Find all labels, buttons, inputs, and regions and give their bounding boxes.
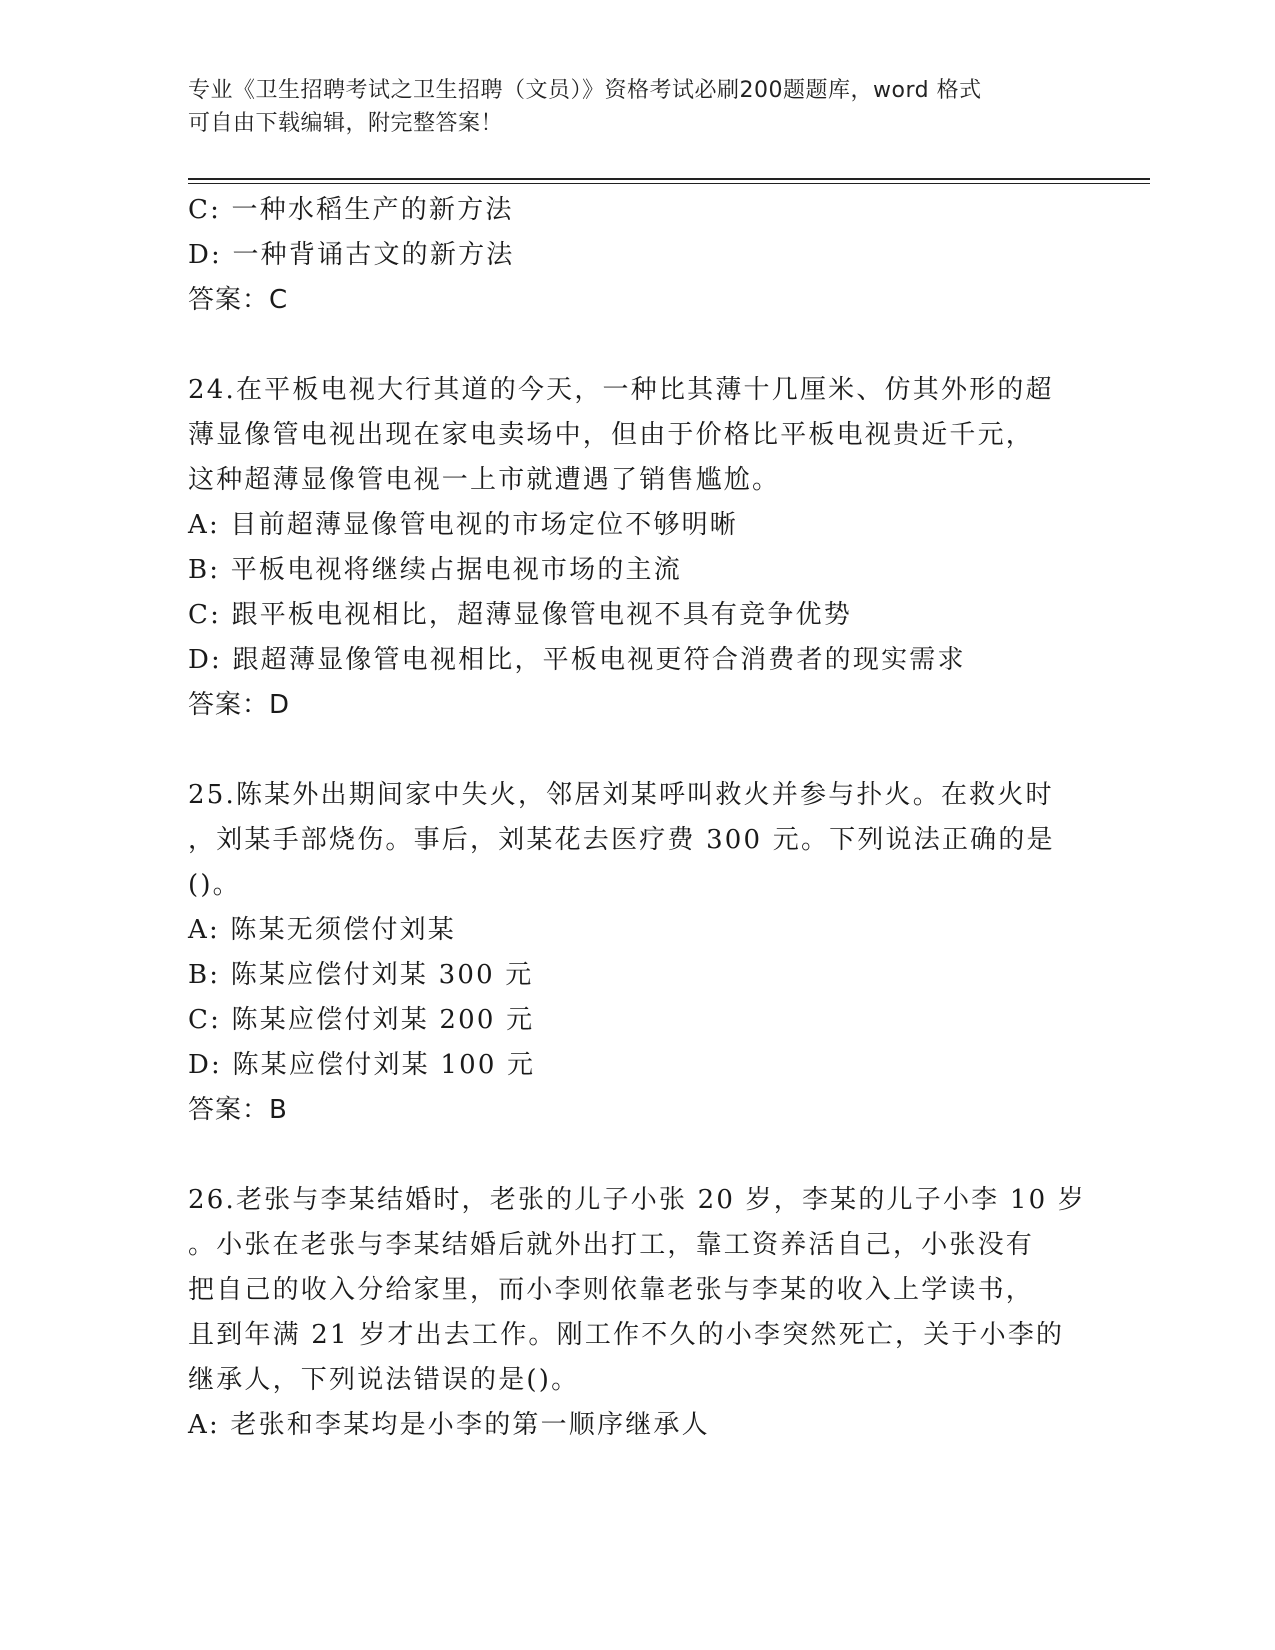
option-d: D: 一种背诵古文的新方法 (188, 240, 515, 270)
option-d: D: 陈某应偿付刘某 100 元 (188, 1050, 536, 1080)
header-divider-thin (188, 183, 1150, 184)
spacer (188, 1133, 1088, 1178)
option-b: B: 平板电视将继续占据电视市场的主流 (188, 555, 682, 585)
option-c: C: 陈某应偿付刘某 200 元 (188, 1005, 535, 1035)
answer: 答案：C (188, 285, 289, 315)
option-b: B: 陈某应偿付刘某 300 元 (188, 960, 534, 990)
question-25 (188, 773, 1088, 1133)
question-stem-line: 把自己的收入分给家里，而小李则依靠老张与李某的收入上学读书， (188, 1275, 1035, 1305)
spacer (188, 323, 1088, 368)
question-stem-line: 这种超薄显像管电视一上市就遭遇了销售尴尬。 (188, 465, 781, 495)
spacer (188, 728, 1088, 773)
question-23-tail (188, 188, 1088, 323)
option-c: C: 一种水稻生产的新方法 (188, 195, 514, 225)
document-header (188, 74, 1068, 140)
answer: 答案：B (188, 1095, 288, 1125)
header-title-line-2: 可自由下载编辑，附完整答案！ (188, 111, 504, 136)
header-divider-thick (188, 178, 1150, 180)
question-stem-line: 25.陈某外出期间家中失火，邻居刘某呼叫救火并参与扑火。在救火时 (188, 780, 1054, 810)
question-24 (188, 368, 1088, 728)
answer: 答案：D (188, 690, 291, 720)
option-a: A: 目前超薄显像管电视的市场定位不够明晰 (188, 510, 739, 540)
question-stem-line: 且到年满 21 岁才出去工作。刚工作不久的小李突然死亡，关于小李的 (188, 1320, 1065, 1350)
question-stem-line: 薄显像管电视出现在家电卖场中，但由于价格比平板电视贵近千元， (188, 420, 1035, 450)
header-title-line-1: 专业《卫生招聘考试之卫生招聘（文员）》资格考试必刷200题题库，word 格式 (188, 78, 982, 103)
question-stem-line: ()。 (188, 870, 241, 900)
question-stem-line: 26.老张与李某结婚时，老张的儿子小张 20 岁，李某的儿子小李 10 岁 (188, 1185, 1086, 1215)
question-stem-line: 24.在平板电视大行其道的今天，一种比其薄十几厘米、仿其外形的超 (188, 375, 1054, 405)
option-a: A: 陈某无须偿付刘某 (188, 915, 457, 945)
question-26 (188, 1178, 1088, 1448)
option-d: D: 跟超薄显像管电视相比，平板电视更符合消费者的现实需求 (188, 645, 966, 675)
question-stem-line: ，刘某手部烧伤。事后，刘某花去医疗费 300 元。下列说法正确的是 (188, 825, 1055, 855)
question-content (188, 188, 1088, 1448)
option-a: A: 老张和李某均是小李的第一顺序继承人 (188, 1410, 710, 1440)
question-stem-line: 继承人，下列说法错误的是()。 (188, 1365, 580, 1395)
option-c: C: 跟平板电视相比，超薄显像管电视不具有竞争优势 (188, 600, 852, 630)
question-stem-line: 。小张在老张与李某结婚后就外出打工，靠工资养活自己，小张没有 (188, 1230, 1035, 1260)
